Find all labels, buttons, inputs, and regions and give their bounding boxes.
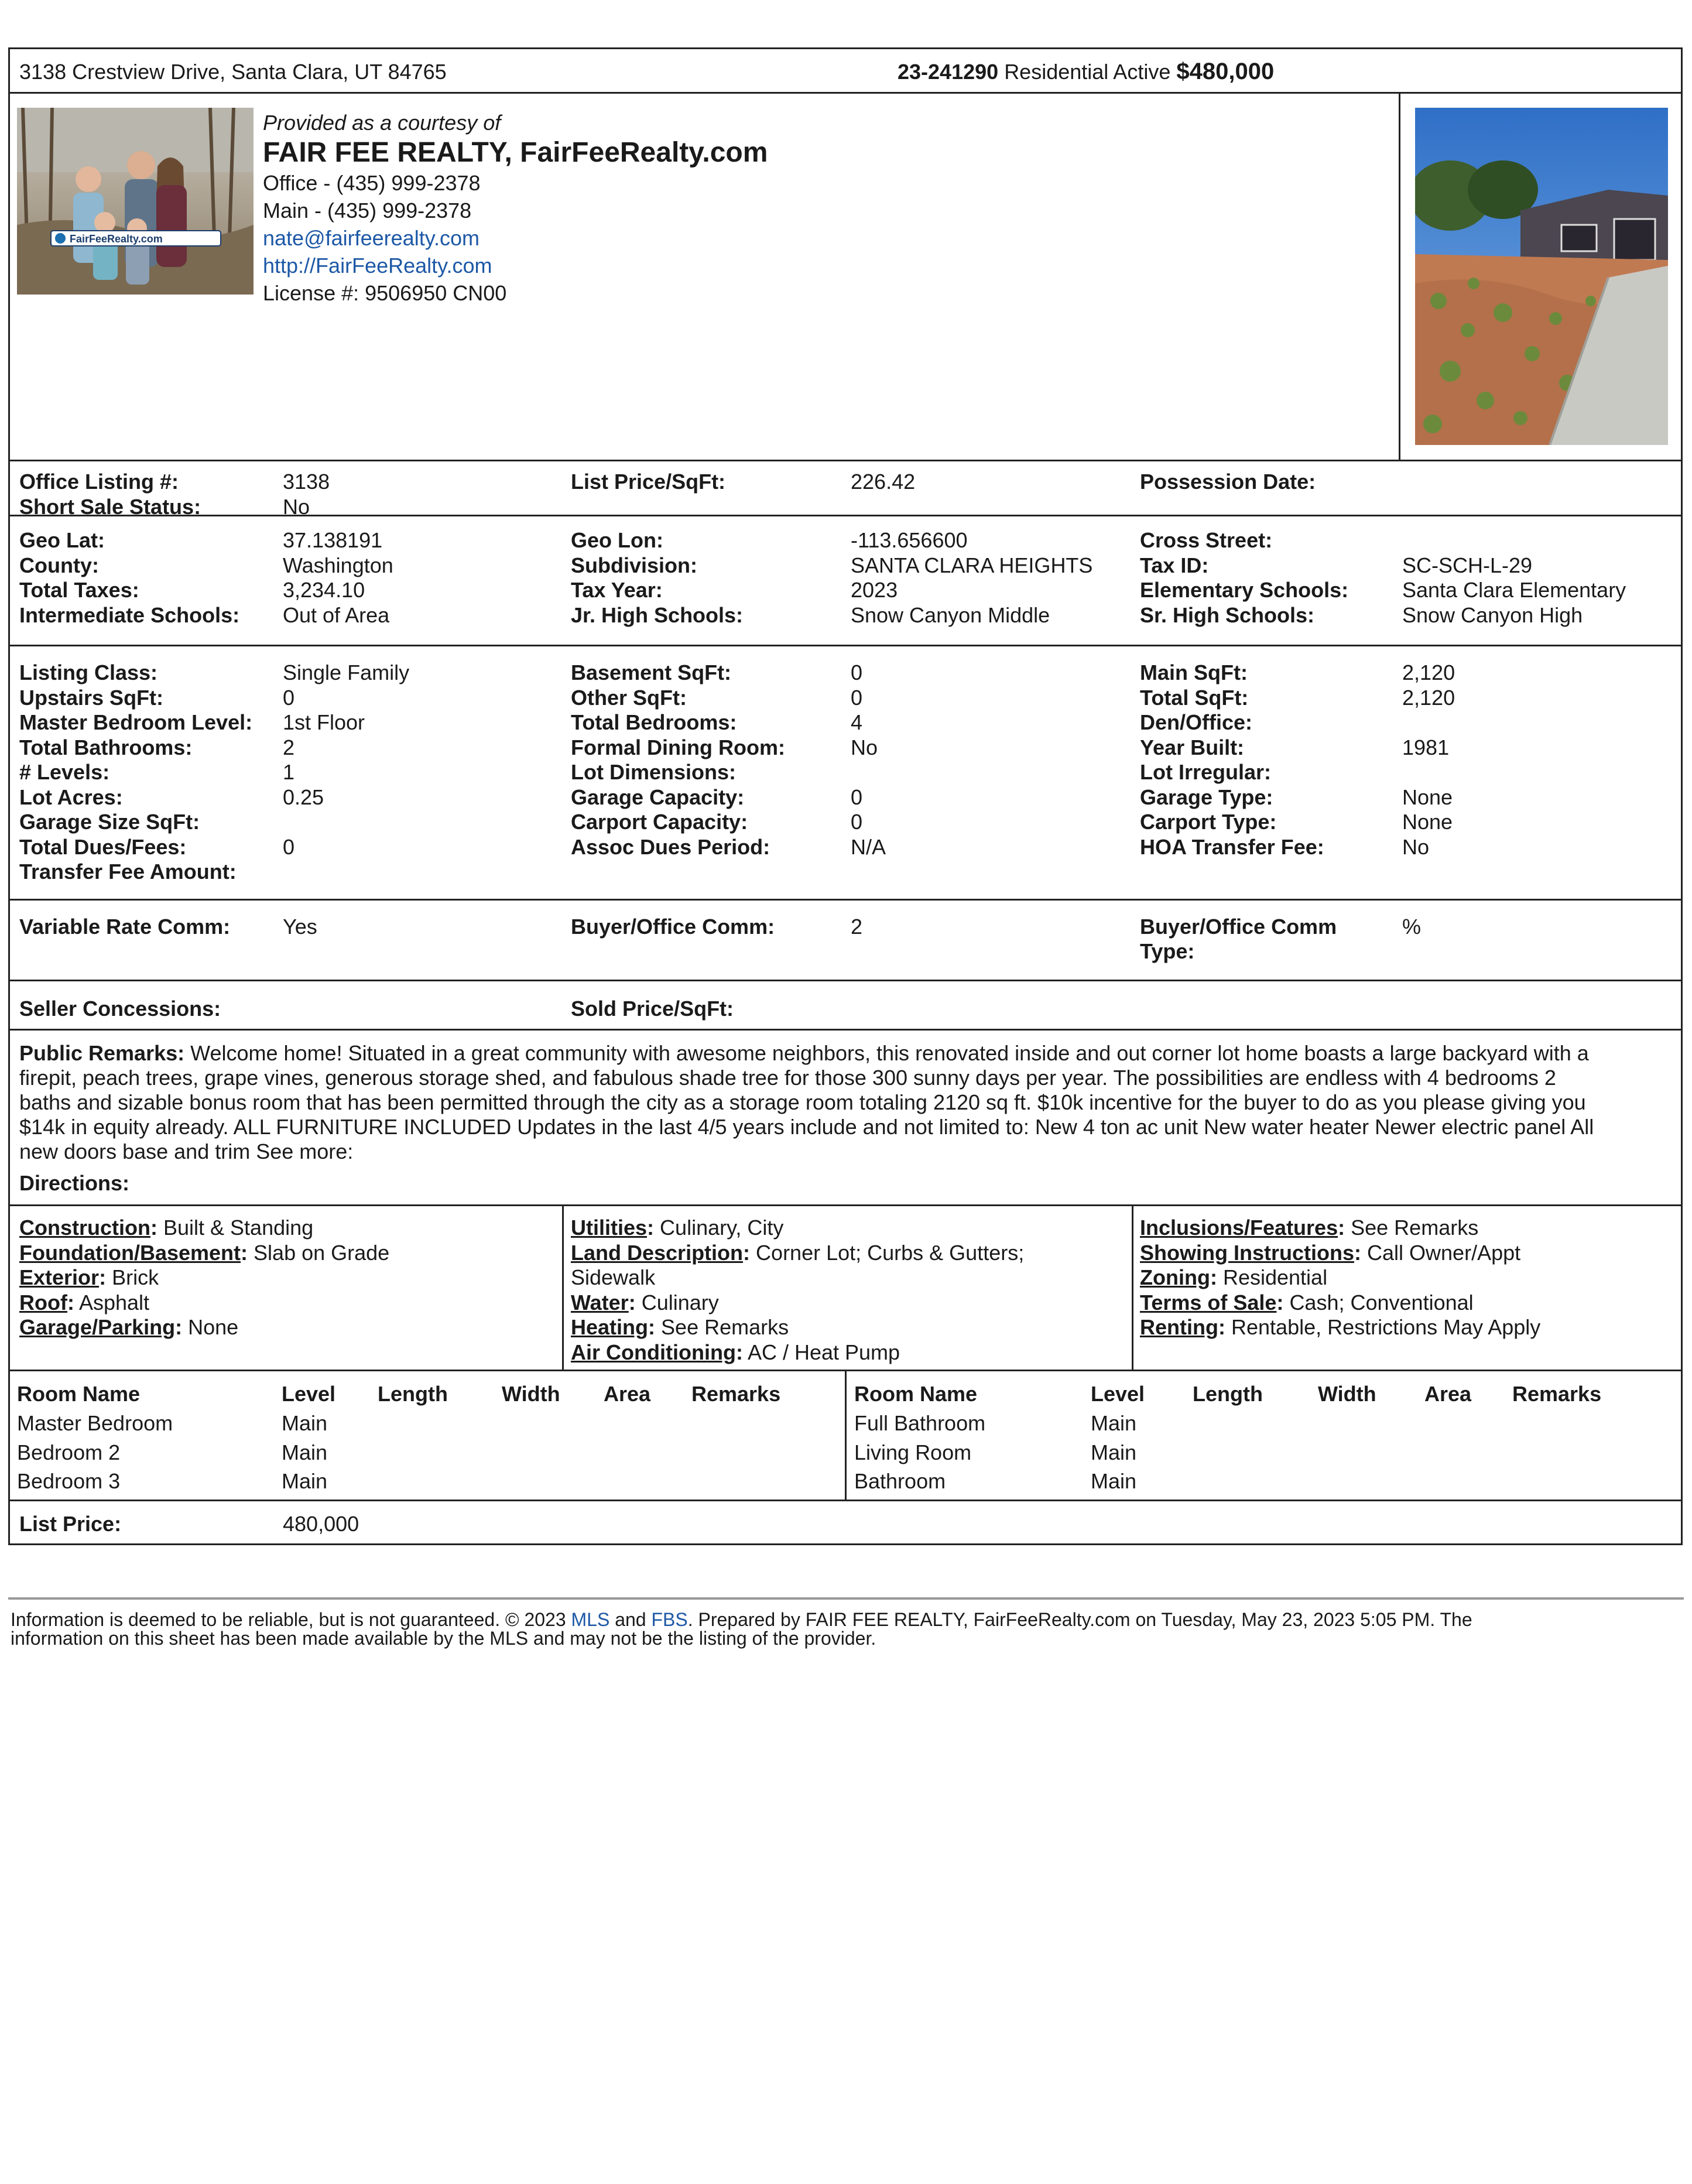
public-remarks-label: Public Remarks: [19, 1041, 185, 1065]
remarks-section [8, 1029, 1683, 1204]
location-section [8, 515, 1683, 645]
field-label: Intermediate Schools: [19, 603, 240, 627]
feature-item: Foundation/Basement: Slab on Grade [19, 1240, 390, 1265]
field-value: N/A [851, 834, 886, 859]
field-value: 3138 [283, 470, 330, 494]
field-value: 2023 [851, 578, 898, 602]
directions-label: Directions: [19, 1171, 130, 1195]
feature-label: Terms of Sale [1140, 1290, 1277, 1314]
field-row [10, 686, 1681, 710]
feature-item: Terms of Sale: Cash; Conventional [1140, 1290, 1474, 1314]
room-name: Bathroom [854, 1469, 946, 1493]
courtesy-line: Provided as a courtesy of [263, 111, 501, 135]
field-value: No [283, 494, 310, 519]
mls-number: 23-241290 [898, 60, 999, 84]
field-row [10, 760, 1681, 785]
field-label: Lot Dimensions: [571, 760, 737, 784]
feature-item: Construction: Built & Standing [19, 1216, 314, 1240]
public-remarks [19, 1041, 1672, 1164]
room-level: Main [1091, 1440, 1137, 1464]
rooms-header-remarks: Remarks [1512, 1382, 1602, 1406]
field-label: Assoc Dues Period: [571, 834, 770, 859]
field-label: Short Sale Status: [19, 494, 201, 519]
field-value: None [1402, 810, 1453, 834]
rooms-header-name: Room Name [17, 1382, 141, 1406]
agent-family-photo [17, 108, 254, 295]
field-label: Total Bathrooms: [19, 735, 193, 759]
room-name: Living Room [854, 1440, 972, 1464]
feature-item: Showing Instructions: Call Owner/Appt [1140, 1240, 1521, 1265]
feature-value: Rentable, Restrictions May Apply [1231, 1315, 1541, 1339]
buyer-comm-label: Buyer/Office Comm: [571, 915, 775, 939]
field-value: 0 [851, 660, 863, 684]
feature-value: AC / Heat Pump [747, 1340, 900, 1364]
rooms-header-width: Width [502, 1382, 560, 1406]
field-value: 2,120 [1402, 685, 1455, 710]
feature-value-cont: Sidewalk [571, 1265, 656, 1289]
main-phone: Main - (435) 999-2378 [263, 198, 472, 222]
rooms-table [8, 1370, 1683, 1500]
field-value: 4 [851, 710, 863, 734]
field-value: 2,120 [1402, 660, 1455, 684]
field-value: 0.25 [283, 785, 324, 809]
footer [0, 1597, 1692, 1648]
rooms-header-area: Area [1424, 1382, 1472, 1406]
field-label: # Levels: [19, 760, 110, 784]
variable-rate-label: Variable Rate Comm: [19, 915, 231, 939]
feature-label: Zoning [1140, 1265, 1210, 1289]
room-level: Main [282, 1411, 328, 1435]
rooms-header-name: Room Name [854, 1382, 978, 1406]
field-label: Other SqFt: [571, 685, 687, 710]
field-value: 0 [851, 685, 863, 710]
feature-value: None [188, 1315, 239, 1339]
room-name: Master Bedroom [17, 1411, 173, 1435]
field-value: 1 [283, 760, 295, 784]
field-label: Den/Office: [1140, 710, 1253, 734]
feature-label: Land Description [571, 1240, 744, 1265]
field-row [10, 835, 1681, 860]
rooms-header-level: Level [282, 1382, 336, 1406]
field-value: None [1402, 785, 1453, 809]
feature-label: Inclusions/Features [1140, 1216, 1338, 1240]
feature-value: Residential [1222, 1265, 1328, 1289]
field-label: Sr. High Schools: [1140, 603, 1315, 627]
logo-text: FairFeeRealty.com [70, 233, 163, 245]
buyer-comm-type-value: % [1402, 915, 1422, 939]
property-details-section [8, 645, 1683, 899]
field-value: No [1402, 834, 1430, 859]
agent-block [8, 92, 1683, 460]
field-label: Master Bedroom Level: [19, 710, 253, 734]
field-row [10, 810, 1681, 834]
rooms-header-level: Level [1091, 1382, 1145, 1406]
feature-value: Brick [112, 1265, 159, 1289]
field-row [10, 860, 1681, 884]
feature-item: Garage/Parking: None [19, 1315, 239, 1339]
buyer-comm-type-label: Buyer/Office Comm [1140, 915, 1337, 939]
concessions-section [8, 980, 1683, 1029]
field-label: Total SqFt: [1140, 685, 1249, 710]
field-label: Total Taxes: [19, 578, 139, 602]
feature-item: Zoning: Residential [1140, 1265, 1328, 1289]
field-value: 3,234.10 [283, 578, 365, 602]
rooms-divider [845, 1371, 847, 1500]
remarks-line-1: Welcome home! Situated in a great community with awesome neighbors, this renovated inside and out corner lot home boasts a large backyard with a [190, 1041, 1589, 1065]
field-label: Geo Lat: [19, 528, 105, 552]
field-label: Lot Irregular: [1140, 760, 1272, 784]
field-value: 37.138191 [283, 528, 383, 552]
footer-disclaimer [0, 1600, 1692, 1648]
feature-item: Renting: Rentable, Restrictions May Apply [1140, 1315, 1541, 1339]
header-price: $480,000 [1176, 59, 1275, 84]
list-price-value: 480,000 [283, 1512, 359, 1536]
field-row [10, 528, 1681, 553]
field-label: Garage Size SqFt: [19, 810, 200, 834]
listing-info-section [8, 460, 1683, 519]
feature-label: Exterior [19, 1265, 100, 1289]
field-value: Snow Canyon Middle [851, 603, 1050, 627]
feature-label: Foundation/Basement [19, 1240, 241, 1265]
features-column-3 [1140, 1216, 1540, 1340]
room-level: Main [1091, 1411, 1137, 1435]
agent-email-link[interactable]: nate@fairfeerealty.com [263, 226, 480, 250]
remarks-line-3: baths and sizable bonus room that has been permitted through the city as a storage room totaling 2120 sq ft. $10k incentive for the buyer to do as you please giving you [19, 1090, 1586, 1114]
field-row [10, 553, 1681, 578]
buyer-comm-type-label-cont: Type: [1140, 939, 1195, 963]
field-label: Total Bedrooms: [571, 710, 737, 734]
field-label: Geo Lon: [571, 528, 663, 552]
features-column-1 [19, 1216, 389, 1340]
field-value: SC-SCH-L-29 [1402, 553, 1533, 577]
field-value: 1981 [1402, 735, 1450, 759]
field-row [10, 785, 1681, 810]
sold-price-sqft-label: Sold Price/SqFt: [571, 997, 734, 1021]
field-value: No [851, 735, 878, 759]
field-row [10, 735, 1681, 760]
feature-label: Air Conditioning [571, 1340, 736, 1364]
remarks-line-2: firepit, peach trees, grape vines, generous storage shed, and fabulous shade tree for those 300 sunny days per year. The possibilities are endless with 4 bedrooms 2 [19, 1066, 1556, 1090]
footer-text: information on this sheet has been made available by the MLS and may not be the listing of the provider. [11, 1628, 876, 1649]
buyer-comm-value: 2 [851, 915, 863, 939]
field-label: Upstairs SqFt: [19, 685, 164, 710]
room-name: Full Bathroom [854, 1411, 986, 1435]
feature-value: Culinary, City [660, 1216, 784, 1240]
field-row [10, 470, 1681, 494]
field-value: 0 [283, 685, 295, 710]
office-phone: Office - (435) 999-2378 [263, 171, 481, 195]
remarks-line-5: new doors base and trim See more: [19, 1139, 354, 1163]
feature-label: Showing Instructions [1140, 1240, 1354, 1265]
property-address: 3138 Crestview Drive, Santa Clara, UT 84765 [19, 60, 447, 84]
feature-item: Utilities: Culinary, City [571, 1216, 784, 1240]
field-label: List Price/SqFt: [571, 470, 726, 494]
field-value: -113.656600 [851, 528, 968, 552]
feature-value: Cash; Conventional [1289, 1290, 1474, 1314]
property-photo [1415, 108, 1668, 445]
field-label: Subdivision: [571, 553, 697, 577]
field-label: Garage Type: [1140, 785, 1273, 809]
rooms-header-length: Length [378, 1382, 448, 1406]
features-section [8, 1204, 1683, 1370]
feature-label: Heating [571, 1315, 649, 1339]
feature-label: Renting [1140, 1315, 1218, 1339]
feature-label: Roof [19, 1290, 67, 1314]
field-label: Elementary Schools: [1140, 578, 1349, 602]
field-row [10, 578, 1681, 603]
field-value: 2 [283, 735, 295, 759]
field-value: Santa Clara Elementary [1402, 578, 1626, 602]
field-label: Carport Capacity: [571, 810, 748, 834]
field-label: Tax Year: [571, 578, 663, 602]
feature-item: Air Conditioning: AC / Heat Pump [571, 1340, 900, 1364]
field-label: Garage Capacity: [571, 785, 745, 809]
field-row [10, 710, 1681, 735]
field-label: Office Listing #: [19, 470, 179, 494]
room-level: Main [1091, 1469, 1137, 1493]
feature-item: Exterior: Brick [19, 1265, 159, 1289]
field-label: Transfer Fee Amount: [19, 860, 237, 884]
agent-website-link[interactable]: http://FairFeeRealty.com [263, 254, 492, 278]
feature-value: Call Owner/Appt [1367, 1240, 1521, 1265]
field-label: Basement SqFt: [571, 660, 732, 684]
listing-status [898, 59, 1274, 85]
field-label: Jr. High Schools: [571, 603, 744, 627]
field-label: Formal Dining Room: [571, 735, 785, 759]
feature-value: See Remarks [1351, 1216, 1479, 1240]
feature-item: Inclusions/Features: See Remarks [1140, 1216, 1479, 1240]
field-value: 0 [851, 785, 863, 809]
room-name: Bedroom 3 [17, 1469, 121, 1493]
footer-text: Information is deemed to be reliable, but is not guaranteed. © 2023 [11, 1609, 571, 1630]
footer-text: and [609, 1609, 652, 1630]
feature-value: Culinary [641, 1290, 719, 1314]
field-value: Washington [283, 553, 393, 577]
rooms-header-remarks: Remarks [691, 1382, 781, 1406]
feature-label: Water [571, 1290, 629, 1314]
company-name: FAIR FEE REALTY, FairFeeRealty.com [263, 137, 768, 168]
field-value: 226.42 [851, 470, 916, 494]
feature-item: Water: Culinary [571, 1290, 719, 1314]
feature-item: Heating: See Remarks [571, 1315, 789, 1339]
field-label: Carport Type: [1140, 810, 1277, 834]
features-divider [562, 1206, 564, 1370]
field-value: Out of Area [283, 603, 390, 627]
mls-link[interactable]: MLS [571, 1609, 610, 1630]
feature-value: Built & Standing [163, 1216, 314, 1240]
room-level: Main [282, 1469, 328, 1493]
field-value: Snow Canyon High [1402, 603, 1583, 627]
field-label: Cross Street: [1140, 528, 1273, 552]
field-value: 0 [851, 810, 863, 834]
rooms-header-area: Area [604, 1382, 651, 1406]
feature-value: See Remarks [661, 1315, 789, 1339]
listing-sheet [8, 47, 1683, 1545]
field-label: County: [19, 553, 99, 577]
field-value: 0 [283, 834, 295, 859]
variable-rate-value: Yes [283, 915, 317, 939]
field-label: HOA Transfer Fee: [1140, 834, 1324, 859]
field-label: Possession Date: [1140, 470, 1316, 494]
footer-text: . Prepared by FAIR FEE REALTY, FairFeeRealty.com on Tuesday, May 23, 2023 5:05 PM. The [687, 1609, 1472, 1630]
fbs-link[interactable]: FBS [651, 1609, 688, 1630]
field-label: Lot Acres: [19, 785, 123, 809]
rooms-header-width: Width [1318, 1382, 1376, 1406]
field-label: Total Dues/Fees: [19, 834, 187, 859]
field-value: 1st Floor [283, 710, 365, 734]
remarks-line-4: $14k in equity already. ALL FURNITURE INCLUDED Updates in the last 4/5 years include and not limited to: New 4 ton ac unit New water heater Newer electric panel All [19, 1115, 1594, 1139]
feature-label: Utilities [571, 1216, 648, 1240]
rooms-header-length: Length [1193, 1382, 1263, 1406]
feature-value: Slab on Grade [254, 1240, 390, 1265]
feature-value: Asphalt [78, 1290, 150, 1314]
feature-label: Construction [19, 1216, 150, 1240]
field-label: Main SqFt: [1140, 660, 1248, 684]
room-level: Main [282, 1440, 328, 1464]
type-status: Residential Active [1004, 60, 1171, 84]
field-value: SANTA CLARA HEIGHTS [851, 553, 1093, 577]
room-name: Bedroom 2 [17, 1440, 121, 1464]
feature-item: Land Description: Corner Lot; Curbs & Gutters; [571, 1240, 1025, 1265]
field-label: Listing Class: [19, 660, 158, 684]
field-value: Single Family [283, 660, 410, 684]
feature-item: Roof: Asphalt [19, 1290, 150, 1314]
features-column-2 [571, 1216, 1024, 1365]
list-price-section [8, 1500, 1683, 1545]
field-row [10, 603, 1681, 628]
field-label: Year Built: [1140, 735, 1245, 759]
license-number: License #: 9506950 CN00 [263, 281, 507, 305]
commission-section [8, 899, 1683, 980]
field-label: Tax ID: [1140, 553, 1209, 577]
features-divider [1132, 1206, 1133, 1370]
list-price-label: List Price: [19, 1512, 122, 1536]
feature-label: Garage/Parking [19, 1315, 176, 1339]
seller-concessions-label: Seller Concessions: [19, 997, 221, 1021]
listing-header [8, 47, 1683, 92]
agent-info [263, 109, 768, 307]
field-row [10, 660, 1681, 685]
feature-value: Corner Lot; Curbs & Gutters; [756, 1240, 1025, 1265]
property-photo-box [1399, 94, 1683, 461]
